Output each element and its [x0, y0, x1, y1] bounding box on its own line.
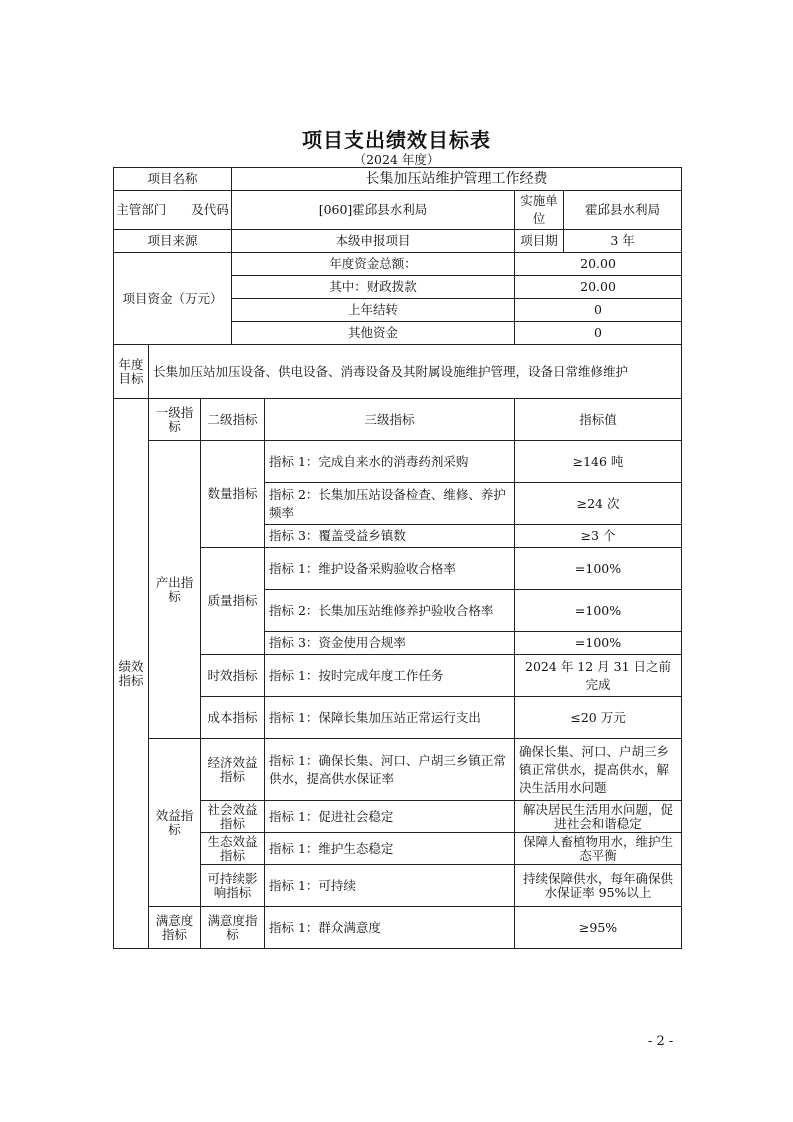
- performance-indicators-label: 绩效指标: [114, 399, 149, 949]
- page-title: 项目支出绩效目标表: [302, 128, 491, 152]
- funds-label: 项目资金（万元）: [114, 253, 232, 345]
- implementing-unit-label: 实施单位: [515, 191, 564, 230]
- indicator-name: 指标 1：确保长集、河口、户胡三乡镇正常供水，提高供水保证率: [265, 739, 515, 801]
- social-benefit-label: 社会效益指标: [201, 801, 265, 833]
- output-indicators-label: 产出指标: [149, 441, 201, 739]
- funds-other-value: 0: [515, 322, 682, 345]
- indicator-name: 指标 1：群众满意度: [265, 907, 515, 949]
- project-name-value: 长集加压站维护管理工作经费: [232, 168, 682, 191]
- annual-goal-row: [114, 345, 682, 399]
- satisfaction-indicators-label: 满意度指标: [149, 907, 201, 949]
- indicator-name: 指标 3：覆盖受益乡镇数: [265, 525, 515, 548]
- source-row: [114, 230, 682, 253]
- project-source-value: 本级申报项目: [232, 230, 515, 253]
- sustainability-label: 可持续影响指标: [201, 865, 265, 907]
- quantity-indicators-label: 数量指标: [201, 441, 265, 548]
- department-row: [114, 191, 682, 230]
- department-value: [060]霍邱县水利局: [232, 191, 515, 230]
- project-name-label: 项目名称: [114, 168, 232, 191]
- benefit-indicators-label: 效益指标: [149, 739, 201, 907]
- indicator-value: 解决居民生活用水问题，促进社会和谐稳定: [515, 801, 682, 833]
- indicator-value: ≥95%: [515, 907, 682, 949]
- cost-indicators-label: 成本指标: [201, 697, 265, 739]
- indicator-name: 指标 2：长集加压站维修养护验收合格率: [265, 590, 515, 632]
- level1-header: 一级指标: [149, 399, 201, 441]
- indicator-name: 指标 1：可持续: [265, 865, 515, 907]
- year-subtitle: （2024 年度）: [353, 152, 440, 167]
- value-header: 指标值: [515, 399, 682, 441]
- indicator-value: 2024 年 12 月 31 日之前完成: [515, 655, 682, 697]
- project-period-label: 项目期: [515, 230, 564, 253]
- quality-indicators-label: 质量指标: [201, 548, 265, 655]
- project-period-value: 3 年: [564, 230, 682, 253]
- page-number: - 2 -: [648, 1034, 674, 1049]
- indicator-name: 指标 1：维护设备采购验收合格率: [265, 548, 515, 590]
- funds-fiscal-label: 其中：财政拨款: [232, 276, 515, 299]
- indicator-row: [114, 739, 682, 801]
- indicator-value: =100%: [515, 590, 682, 632]
- economic-benefit-label: 经济效益指标: [201, 739, 265, 801]
- funds-carryover-value: 0: [515, 299, 682, 322]
- funds-carryover-label: 上年结转: [232, 299, 515, 322]
- indicator-name: 指标 1：按时完成年度工作任务: [265, 655, 515, 697]
- annual-goal-text: 长集加压站加压设备、供电设备、消毒设备及其附属设施维护管理，设备日常维修维护: [149, 345, 682, 399]
- department-label: 主管部门 及代码: [114, 191, 232, 230]
- indicator-name: 指标 1：促进社会稳定: [265, 801, 515, 833]
- annual-goal-label: 年度目标: [114, 345, 149, 399]
- indicator-row: [114, 907, 682, 949]
- performance-target-table: [113, 167, 682, 949]
- indicator-value: ≤20 万元: [515, 697, 682, 739]
- indicator-value: 确保长集、河口、户胡三乡镇正常供水，提高供水，解决生活用水问题: [515, 739, 682, 801]
- indicator-value: ≥146 吨: [515, 441, 682, 483]
- indicator-name: 指标 1：完成自来水的消毒药剂采购: [265, 441, 515, 483]
- funds-fiscal-value: 20.00: [515, 276, 682, 299]
- indicator-name: 指标 2：长集加压站设备检查、维修、养护频率: [265, 483, 515, 525]
- level2-header: 二级指标: [201, 399, 265, 441]
- ecological-benefit-label: 生态效益指标: [201, 833, 265, 865]
- indicator-name: 指标 1：保障长集加压站正常运行支出: [265, 697, 515, 739]
- indicator-header-row: [114, 399, 682, 441]
- funds-other-label: 其他资金: [232, 322, 515, 345]
- implementing-unit-value: 霍邱县水利局: [564, 191, 682, 230]
- level3-header: 三级指标: [265, 399, 515, 441]
- indicator-name: 指标 1：维护生态稳定: [265, 833, 515, 865]
- satisfaction-level2-label: 满意度指标: [201, 907, 265, 949]
- timeliness-indicators-label: 时效指标: [201, 655, 265, 697]
- indicator-value: 保障人畜植物用水，维护生态平衡: [515, 833, 682, 865]
- project-name-row: [114, 168, 682, 191]
- funds-total-label: 年度资金总额：: [232, 253, 515, 276]
- project-source-label: 项目来源: [114, 230, 232, 253]
- indicator-row: [114, 441, 682, 483]
- indicator-value: ≥24 次: [515, 483, 682, 525]
- indicator-value: 持续保障供水，每年确保供水保证率 95%以上: [515, 865, 682, 907]
- indicator-value: ≥3 个: [515, 525, 682, 548]
- indicator-value: =100%: [515, 548, 682, 590]
- indicator-value: =100%: [515, 632, 682, 655]
- indicator-name: 指标 3：资金使用合规率: [265, 632, 515, 655]
- funds-row: [114, 253, 682, 276]
- funds-total-value: 20.00: [515, 253, 682, 276]
